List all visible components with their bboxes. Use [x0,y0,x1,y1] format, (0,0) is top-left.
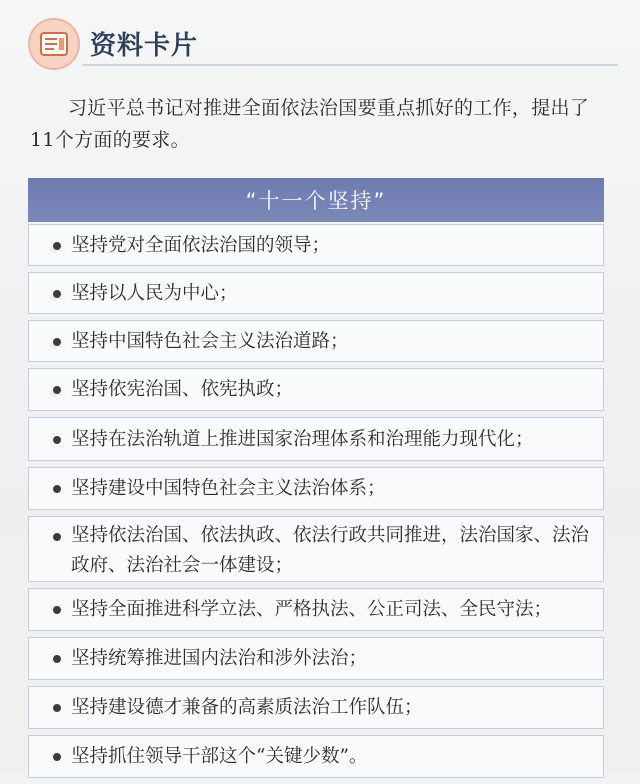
list-item [28,467,604,510]
header-divider [82,64,618,66]
list-item [28,224,604,266]
bullet-icon [53,436,61,444]
list-item [28,417,604,461]
list-item [28,588,604,631]
bullet-icon [53,290,61,298]
bullet-icon [53,242,61,250]
list-item-text: 坚持建设中国特色社会主义法治体系； [71,478,386,499]
bullet-icon [53,533,61,541]
bullet-icon [53,338,61,346]
intro-paragraph: 习近平总书记对推进全面依法治国要重点抓好的工作，提出了11个方面的要求。 [30,97,590,151]
list-item-text: 坚持在法治轨道上推进国家治理体系和治理能力现代化； [71,429,534,450]
list-item [28,320,604,362]
list-item-text: 坚持抓住领导干部这个“关键少数”。 [71,746,368,767]
bullet-icon [53,485,61,493]
list-item [28,516,604,582]
list-item [28,735,604,778]
list-item-text: 坚持全面推进科学立法、严格执法、公正司法、全民守法； [71,599,553,620]
list-item-text: 坚持统筹推进国内法治和涉外法治； [71,648,368,669]
list-item-text: 坚持依法治国、依法执政、依法行政共同推进，法治国家、法治政府、法治社会一体建设； [71,525,590,576]
bullet-icon [53,606,61,614]
list-item-text: 坚持以人民为中心； [71,283,238,304]
bullet-icon [53,655,61,663]
bullet-icon [53,386,61,394]
list-item [28,272,604,314]
list-item [28,686,604,729]
list-item-text: 坚持建设德才兼备的高素质法治工作队伍； [71,697,423,718]
list-item-text: 坚持党对全面依法治国的领导； [71,235,331,256]
requirements-list [28,224,604,784]
bullet-icon [53,704,61,712]
bullet-icon [53,753,61,761]
list-item [28,368,604,411]
table-header: “十一个坚持” [28,178,604,222]
list-item-text: 坚持依宪治国、依宪执政； [71,379,294,400]
card-title: 资料卡片 [90,31,199,61]
list-item [28,637,604,680]
list-item-text: 坚持中国特色社会主义法治道路； [71,331,349,352]
document-card-icon [28,18,80,70]
